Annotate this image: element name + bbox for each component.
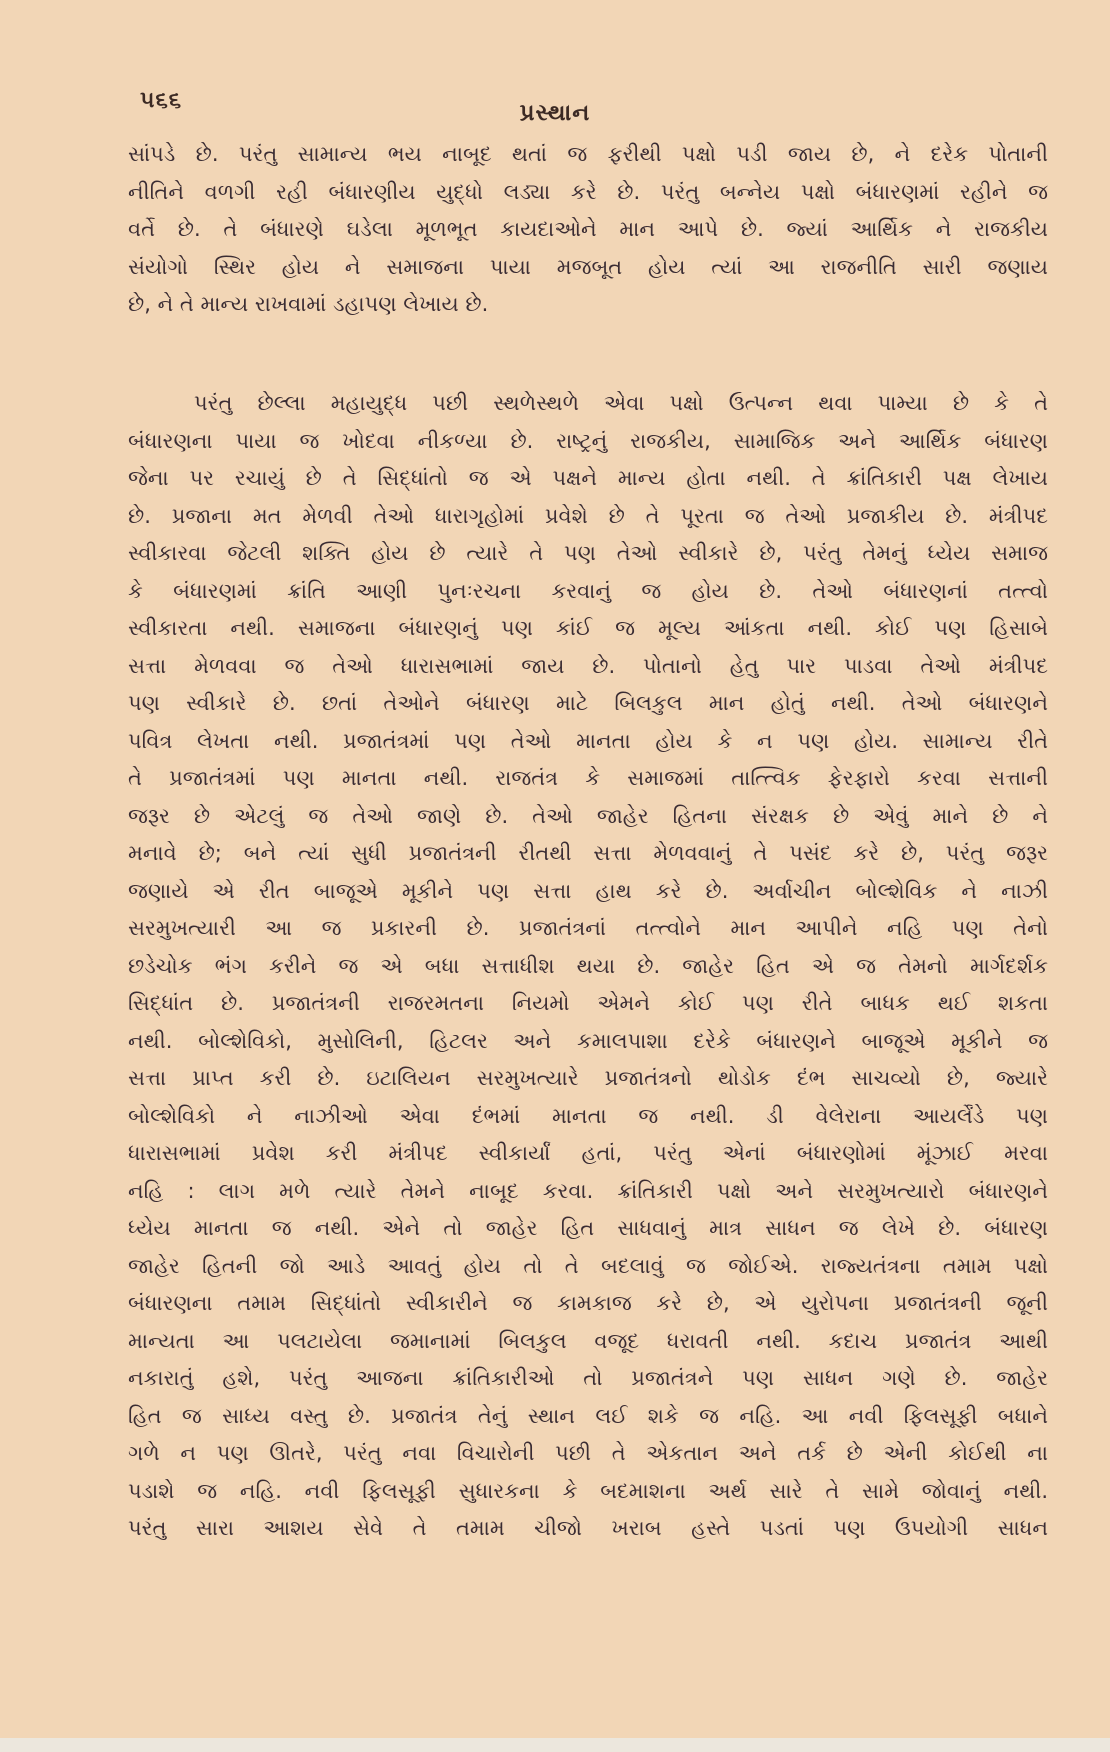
- text-line: ગળે ન પણ ઊતરે, પરંતુ નવા વિચારોની પછી તે એકતાન અને તર્ક છે એની કોઈથી ના: [128, 1441, 1048, 1465]
- page-number: ૫૬૬: [140, 88, 183, 113]
- text-line: સ્વીકારતા નથી. સમાજના બંધારણનું પણ કાંઈ જ મૂલ્ય આંકતા નથી. કોઈ પણ હિસાબે: [128, 616, 1048, 640]
- text-line: જાહેર હિતની જો આડે આવતું હોય તો તે બદલાવું જ જોઈએ. રાજ્યતંત્રના તમામ પક્ષો: [128, 1253, 1048, 1278]
- text-line: તે પ્રજાતંત્રમાં પણ માનતા નથી. રાજતંત્ર કે સમાજમાં તાત્ત્વિક ફેરફારો કરવા સત્તાની: [128, 766, 1048, 790]
- text-line: સ્વીકારવા જેટલી શક્તિ હોય છે ત્યારે તે પણ તેઓ સ્વીકારે છે, પરંતુ તેમનું ધ્યેય સમાજ: [128, 541, 1048, 565]
- text-line: જેના પર રચાયું છે તે સિદ્ધાંતો જ એ પક્ષને માન્ય હોતા નથી. તે ક્રાંતિકારી પક્ષ લેખાય: [128, 466, 1048, 490]
- text-line: જરૂર છે એટલું જ તેઓ જાણે છે. તેઓ જાહેર હિતના સંરક્ષક છે એવું માને છે ને: [128, 803, 1048, 828]
- text-line: સાંપડે છે. પરંતુ સામાન્ય ભય નાબૂદ થતાં જ ફરીથી પક્ષો પડી જાય છે, ને દરેક પોતાની: [128, 142, 1048, 166]
- text-line: પવિત્ર લેખતા નથી. પ્રજાતંત્રમાં પણ તેઓ માનતા હોય કે ન પણ હોય. સામાન્ય રીતે: [128, 728, 1048, 753]
- text-line: સરમુખત્યારી આ જ પ્રકારની છે. પ્રજાતંત્રનાં તત્ત્વોને માન આપીને નહિ પણ તેનો: [128, 916, 1048, 940]
- text-line: કે બંધારણમાં ક્રાંતિ આણી પુનઃરચના કરવાનું જ હોય છે. તેઓ બંધારણનાં તત્ત્વો: [128, 578, 1048, 603]
- text-line: પણ સ્વીકારે છે. છતાં તેઓને બંધારણ માટે બિલકુલ માન હોતું નથી. તેઓ બંધારણને: [128, 691, 1048, 715]
- text-line: પરંતુ છેલ્લા મહાયુદ્ધ પછી સ્થળેસ્થળે એવા પક્ષો ઉત્પન્ન થવા પામ્યા છે કે તે: [194, 391, 1048, 415]
- text-line: નકારાતું હશે, પરંતુ આજના ક્રાંતિકારીઓ તો પ્રજાતંત્રને પણ સાધન ગણે છે. જાહેર: [128, 1366, 1048, 1390]
- text-line: નીતિને વળગી રહી બંધારણીય યુદ્ધો લડ્યા કરે છે. પરંતુ બન્નેય પક્ષો બંધારણમાં રહીને જ: [128, 179, 1048, 204]
- text-line: મનાવે છે; બને ત્યાં સુધી પ્રજાતંત્રની રીતથી સત્તા મેળવવાનું તે પસંદ કરે છે, પરંતુ જરૂર: [128, 841, 1048, 865]
- text-line: ધ્યેય માનતા જ નથી. એને તો જાહેર હિત સાધવાનું માત્ર સાધન જ લેખે છે. બંધારણ: [128, 1216, 1048, 1240]
- paragraph-2: [128, 385, 1048, 1548]
- text-line: પરંતુ સારા આશય સેવે તે તમામ ચીજો ખરાબ હસ્તે પડતાં પણ ઉપયોગી સાધન: [128, 1516, 1048, 1540]
- text-line: ધારાસભામાં પ્રવેશ કરી મંત્રીપદ સ્વીકાર્યાં હતાં, પરંતુ એનાં બંધારણોમાં મૂંઝાઈ મરવા: [128, 1141, 1048, 1165]
- text-line: સિદ્ધાંત છે. પ્રજાતંત્રની રાજરમતના નિયમો એમને કોઈ પણ રીતે બાધક થઈ શકતા: [128, 991, 1048, 1015]
- text-line: સત્તા મેળવવા જ તેઓ ધારાસભામાં જાય છે. પોતાનો હેતુ પાર પાડવા તેઓ મંત્રીપદ: [128, 653, 1048, 678]
- running-title: પ્રસ્થાન: [519, 100, 591, 126]
- paragraph-1: [128, 136, 1048, 324]
- text-line: સંયોગો સ્થિર હોય ને સમાજના પાયા મજબૂત હોય ત્યાં આ રાજનીતિ સારી જણાય: [128, 254, 1048, 279]
- text-line: માન્યતા આ પલટાયેલા જમાનામાં બિલકુલ વજૂદ ધરાવતી નથી. કદાચ પ્રજાતંત્ર આથી: [128, 1328, 1048, 1353]
- text-line: છે. પ્રજાના મત મેળવી તેઓ ધારાગૃહોમાં પ્રવેશે છે તે પૂરતા જ તેઓ પ્રજાકીય છે. મંત્રીપદ: [128, 503, 1048, 528]
- text-line: સત્તા પ્રાપ્ત કરી છે. ઇટાલિયન સરમુખત્યારે પ્રજાતંત્રનો થોડોક દંભ સાચવ્યો છે, જ્યારે: [128, 1066, 1048, 1090]
- text-line: હિત જ સાધ્ય વસ્તુ છે. પ્રજાતંત્ર તેનું સ્થાન લઈ શકે જ નહિ. આ નવી ફિલસૂફી બધાને: [128, 1403, 1048, 1428]
- text-line: નથી. બોલ્શેવિકો, મુસોલિની, હિટલર અને કમાલપાશા દરેકે બંધારણને બાજૂએ મૂકીને જ: [128, 1028, 1048, 1053]
- text-line: બોલ્શેવિકો ને નાઝીઓ એવા દંભમાં માનતા જ નથી. ડી વેલેરાના આયર્લેંડે પણ: [128, 1103, 1048, 1128]
- text-line: જણાયે એ રીત બાજૂએ મૂકીને પણ સત્તા હાથ કરે છે. અર્વાચીન બોલ્શેવિક ને નાઝી: [128, 878, 1048, 903]
- text-line: છડેચોક ભંગ કરીને જ એ બધા સત્તાધીશ થયા છે. જાહેર હિત એ જ તેમનો માર્ગદર્શક: [128, 953, 1048, 978]
- text-line: બંધારણના તમામ સિદ્ધાંતો સ્વીકારીને જ કામકાજ કરે છે, એ યુરોપના પ્રજાતંત્રની જૂની: [128, 1291, 1048, 1315]
- text-line: બંધારણના પાયા જ ખોદવા નીકળ્યા છે. રાષ્ટ્રનું રાજકીય, સામાજિક અને આર્થિક બંધારણ: [128, 428, 1048, 453]
- scan-bottom-edge: [0, 1738, 1110, 1752]
- text-line: નહિ : લાગ મળે ત્યારે તેમને નાબૂદ કરવા. ક્રાંતિકારી પક્ષો અને સરમુખત્યારો બંધારણને: [128, 1178, 1048, 1203]
- text-line: છે, ને તે માન્ય રાખવામાં ડહાપણ લેખાય છે.: [128, 292, 489, 316]
- text-line: વર્તે છે. તે બંધારણે ઘડેલા મૂળભૂત કાયદાઓને માન આપે છે. જ્યાં આર્થિક ને રાજકીય: [128, 217, 1048, 241]
- text-line: પડાશે જ નહિ. નવી ફિલસૂફી સુધારકના કે બદમાશના અર્થ સારે તે સામે જોવાનું નથી.: [128, 1478, 1048, 1503]
